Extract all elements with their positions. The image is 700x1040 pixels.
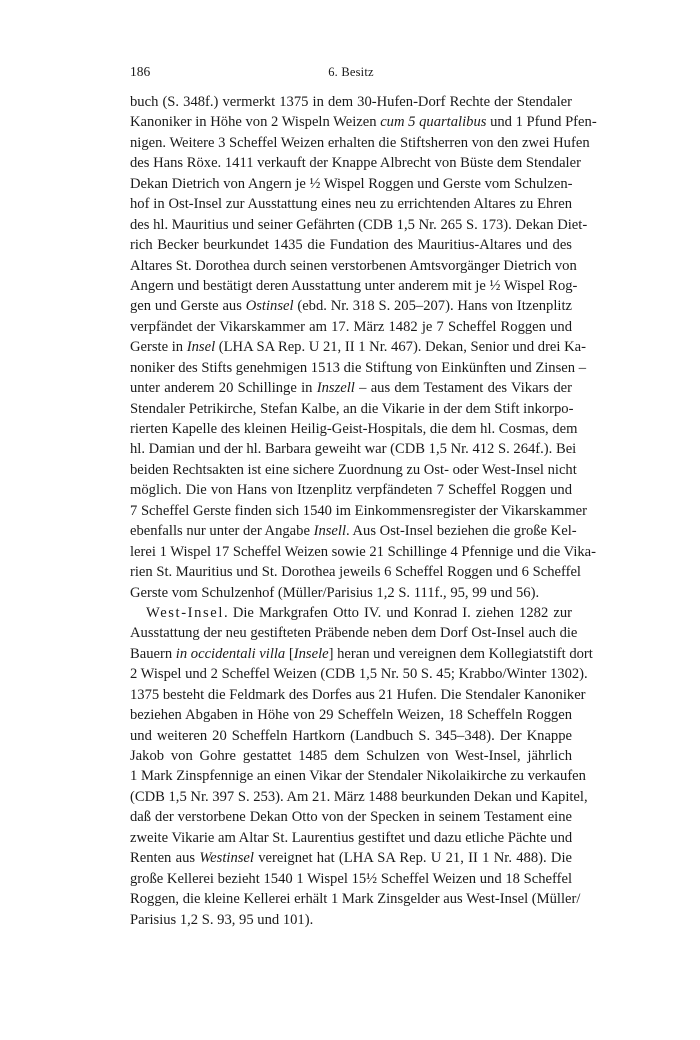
text-line: hl. Damian und der hl. Barbara geweiht war (CDB 1,5 Nr. 412 S. 264f.). Bei xyxy=(130,441,577,458)
text-line: Gerste in Insel (LHA SA Rep. U 21, II 1 Nr. 467). Dekan, Senior und drei Ka- xyxy=(130,339,586,356)
text-line: zweite Vikarie am Altar St. Laurentius gestiftet und dazu etliche Pächte und xyxy=(130,829,573,846)
text-line: daß der verstorbene Dekan Otto von der Specken in seinem Testament eine xyxy=(130,809,572,826)
text-line: (CDB 1,5 Nr. 397 S. 253). Am 21. März 1488 beurkunden Dekan und Kapitel, xyxy=(130,788,588,805)
text-line: des Hans Röxe. 1411 verkauft der Knappe Albrecht von Büste dem Stendaler xyxy=(130,155,581,172)
text-line: verpfändet der Vikarskammer am 17. März 1482 je 7 Scheffel Roggen und xyxy=(130,318,572,335)
text-line: und weiteren 20 Scheffeln Hartkorn (Landbuch S. 345–348). Der Knappe xyxy=(130,727,572,744)
chapter-title: 6. Besitz xyxy=(328,65,374,79)
text-line: 7 Scheffel Gerste finden sich 1540 im Einkommensregister der Vikarskammer xyxy=(130,502,587,519)
text-line: Stendaler Petrikirche, Stefan Kalbe, an die Vikarie in der dem Stift inkorpo- xyxy=(130,400,574,417)
text-line: möglich. Die von Hans von Itzenplitz verpfändeten 7 Scheffel Roggen und xyxy=(130,482,572,499)
text-line: noniker des Stifts genehmigen 1513 die Stiftung von Einkünften und Zinsen – xyxy=(130,359,586,376)
text-line: ebenfalls nur unter der Angabe Insell. Aus Ost-Insel beziehen die große Kel- xyxy=(130,523,577,540)
text-line: Kanoniker in Höhe von 2 Wispeln Weizen cum 5 quartalibus und 1 Pfund Pfen- xyxy=(130,114,597,131)
text-line: Jakob von Gohre gestattet 1485 dem Schulzen von West-Insel, jährlich xyxy=(130,748,572,764)
text-line: beziehen Abgaben in Höhe von 29 Scheffeln Weizen, 18 Scheffeln Roggen xyxy=(130,707,572,724)
text-line: nigen. Weitere 3 Scheffel Weizen erhalten die Stiftsherren von den zwei Hufen xyxy=(130,134,590,151)
text-line: Angern und bestätigt deren Ausstattung unter anderem mit je ½ Wispel Rog- xyxy=(130,277,578,294)
text-line: Roggen, die kleine Kellerei erhält 1 Mark Zinsgelder aus West-Insel (Müller/ xyxy=(130,891,581,908)
text-line: Altares St. Dorothea durch seinen verstorbenen Amtsvorgänger Dietrich von xyxy=(130,257,577,274)
text-line: Ausstattung der neu gestifteten Präbende neben dem Dorf Ost-Insel auch die xyxy=(130,625,578,642)
text-line: gen und Gerste aus Ostinsel (ebd. Nr. 318 S. 205–207). Hans von Itzenplitz xyxy=(130,298,572,315)
text-line: des hl. Mauritius und seiner Gefährten (CDB 1,5 Nr. 265 S. 173). Dekan Diet- xyxy=(130,216,588,233)
running-head xyxy=(130,62,572,82)
text-line: Parisius 1,2 S. 93, 95 und 101). xyxy=(130,911,314,928)
text-line: hof in Ost-Insel zur Ausstattung eines neu zu errichtenden Altares zu Ehren xyxy=(130,196,572,213)
text-line: 2 Wispel und 2 Scheffel Weizen (CDB 1,5 Nr. 50 S. 45; Krabbo/Winter 1302). xyxy=(130,666,588,683)
text-line: Gerste vom Schulzenhof (Müller/Parisius 1,2 S. 111f., 95, 99 und 56). xyxy=(130,584,540,601)
text-line: rien St. Mauritius und St. Dorothea jeweils 6 Scheffel Roggen und 6 Scheffel xyxy=(130,564,581,581)
page-number: 186 xyxy=(130,64,151,79)
text-line: beiden Rechtsakten ist eine sichere Zuordnung zu Ost- oder West-Insel nicht xyxy=(130,461,577,478)
text-line: große Kellerei bezieht 1540 1 Wispel 15½ Scheffel Weizen und 18 Scheffel xyxy=(130,870,572,887)
text-line: 1375 besteht die Feldmark des Dorfes aus 21 Hufen. Die Stendaler Kanoniker xyxy=(130,686,586,703)
text-line: rich Becker beurkundet 1435 die Fundation des Mauritius-Altares und des xyxy=(130,237,572,254)
text-line: 1 Mark Zinspfennige an einen Vikar der Stendaler Nikolaikirche zu verkaufen xyxy=(130,768,586,785)
text-line: Dekan Dietrich von Angern je ½ Wispel Roggen und Gerste vom Schulzen- xyxy=(130,175,573,192)
body-text xyxy=(130,92,597,930)
text-line: Renten aus Westinsel vereignet hat (LHA SA Rep. U 21, II 1 Nr. 488). Die xyxy=(130,850,572,867)
text-line: West-Insel. Die Markgrafen Otto IV. und Konrad I. ziehen 1282 zur xyxy=(146,604,572,621)
text-line: lerei 1 Wispel 17 Scheffel Weizen sowie 21 Schillinge 4 Pfennige und die Vika- xyxy=(130,543,597,560)
text-line: buch (S. 348f.) vermerkt 1375 in dem 30-Hufen-Dorf Rechte der Stendaler xyxy=(130,94,572,110)
text-line: unter anderem 20 Schillinge in Inszell – aus dem Testament des Vikars der xyxy=(130,380,572,397)
text-line: Bauern in occidentali villa [Insele] heran und vereignen dem Kollegiatstift dort xyxy=(130,645,593,662)
text-line: rierten Kapelle des kleinen Heilig-Geist-Hospitals, die dem hl. Cosmas, dem xyxy=(130,421,578,437)
